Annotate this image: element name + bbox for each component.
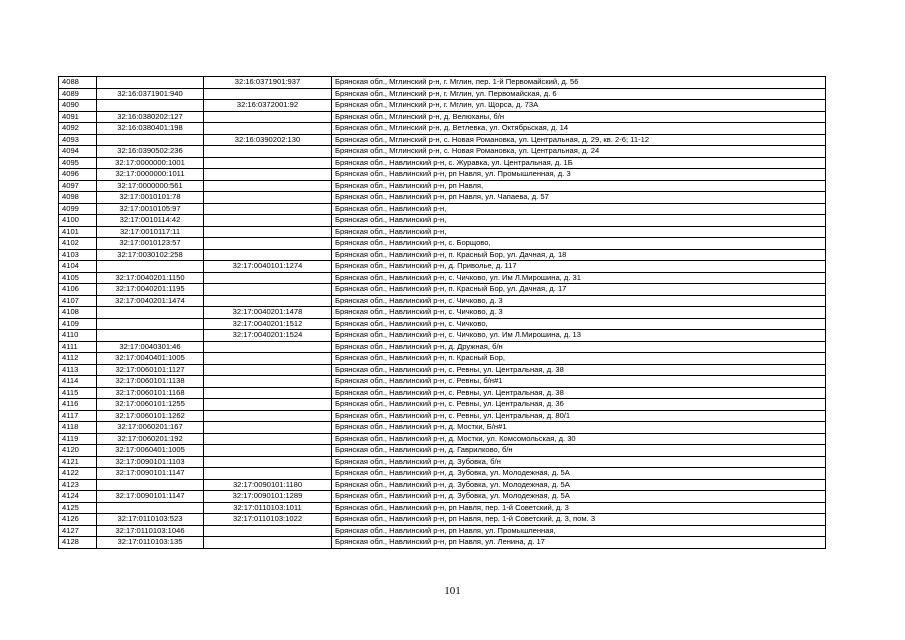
table-row [59, 341, 826, 353]
cadastral-number-cell: 32:17:0060401:1005 [97, 445, 204, 457]
address-cell: Брянская обл., Мглинский р-н, с. Новая Романовка, ул. Центральная, д. 24 [332, 146, 826, 158]
table-row [59, 284, 826, 296]
table-row [59, 192, 826, 204]
address-cell: Брянская обл., Мглинский р-н, д. Велюханы, б/н [332, 111, 826, 123]
cadastral-number-secondary-cell [204, 249, 332, 261]
cadastral-number-cell: 32:17:0060101:1127 [97, 364, 204, 376]
row-number-cell: 4100 [59, 215, 97, 227]
row-number-cell: 4089 [59, 88, 97, 100]
cadastral-number-secondary-cell [204, 433, 332, 445]
cadastral-number-secondary-cell [204, 180, 332, 192]
cadastral-number-cell: 32:16:0371901:940 [97, 88, 204, 100]
page-number: 101 [444, 585, 461, 597]
cadastral-number-cell: 32:17:0040201:1474 [97, 295, 204, 307]
cadastral-number-cell: 32:17:0000000:561 [97, 180, 204, 192]
address-cell: Брянская обл., Навлинский р-н, д. Мостки, ул. Комсомольская, д. 30 [332, 433, 826, 445]
row-number-cell: 4123 [59, 479, 97, 491]
cadastral-number-secondary-cell [204, 399, 332, 411]
cadastral-number-secondary-cell [204, 226, 332, 238]
cadastral-number-cell: 32:17:0110103:135 [97, 537, 204, 549]
cadastral-number-secondary-cell: 32:16:0372001:92 [204, 100, 332, 112]
address-cell: Брянская обл., Мглинский р-н, д. Ветлевка, ул. Октябрьская, д. 14 [332, 123, 826, 135]
address-cell: Брянская обл., Навлинский р-н, д. Зубовка, ул. Молодежная, д. 5А [332, 491, 826, 503]
cadastral-number-cell: 32:17:0040301:46 [97, 341, 204, 353]
table-row [59, 433, 826, 445]
address-cell: Брянская обл., Навлинский р-н, д. Зубовка, ул. Молодежная, д. 5А [332, 468, 826, 480]
cadastral-number-cell [97, 330, 204, 342]
address-cell: Брянская обл., Навлинский р-н, рп Навля, пер. 1-й Советский, д. 3 [332, 502, 826, 514]
table-row [59, 376, 826, 388]
row-number-cell: 4109 [59, 318, 97, 330]
address-cell: Брянская обл., Мглинский р-н, г. Мглин, пер. 1-й Первомайский, д. 56 [332, 77, 826, 89]
row-number-cell: 4128 [59, 537, 97, 549]
cadastral-number-cell: 32:17:0060101:1168 [97, 387, 204, 399]
cadastral-number-secondary-cell: 32:17:0040201:1524 [204, 330, 332, 342]
cadastral-number-cell: 32:17:0030102:258 [97, 249, 204, 261]
cadastral-number-cell: 32:17:0060101:1262 [97, 410, 204, 422]
cadastral-number-secondary-cell [204, 341, 332, 353]
address-cell: Брянская обл., Навлинский р-н, д. Дружная, б/н [332, 341, 826, 353]
row-number-cell: 4108 [59, 307, 97, 319]
table-row [59, 249, 826, 261]
cadastral-number-cell: 32:17:0060201:167 [97, 422, 204, 434]
address-cell: Брянская обл., Навлинский р-н, с. Чичково, [332, 318, 826, 330]
table-row [59, 364, 826, 376]
row-number-cell: 4127 [59, 525, 97, 537]
cadastral-number-cell: 32:17:0010117:11 [97, 226, 204, 238]
table-row [59, 146, 826, 158]
address-cell: Брянская обл., Навлинский р-н, д. Зубовка, б/н [332, 456, 826, 468]
row-number-cell: 4088 [59, 77, 97, 89]
row-number-cell: 4110 [59, 330, 97, 342]
cadastral-number-secondary-cell [204, 215, 332, 227]
row-number-cell: 4095 [59, 157, 97, 169]
cadastral-number-secondary-cell: 32:17:0040201:1512 [204, 318, 332, 330]
address-cell: Брянская обл., Навлинский р-н, [332, 226, 826, 238]
cadastral-number-cell [97, 100, 204, 112]
address-cell: Брянская обл., Навлинский р-н, рп Навля, ул. Промышленная, д. 3 [332, 169, 826, 181]
address-cell: Брянская обл., Навлинский р-н, д. Мостки, Б/н#1 [332, 422, 826, 434]
address-cell: Брянская обл., Навлинский р-н, с. Ревны, ул. Центральная, д. 38 [332, 364, 826, 376]
cadastral-number-cell: 32:17:0040401:1005 [97, 353, 204, 365]
address-cell: Брянская обл., Навлинский р-н, рп Навля, ул. Промышленная, [332, 525, 826, 537]
table-row [59, 111, 826, 123]
row-number-cell: 4113 [59, 364, 97, 376]
row-number-cell: 4112 [59, 353, 97, 365]
table-row [59, 215, 826, 227]
row-number-cell: 4090 [59, 100, 97, 112]
row-number-cell: 4124 [59, 491, 97, 503]
cadastral-number-secondary-cell [204, 284, 332, 296]
cadastral-number-cell: 32:16:0390502:236 [97, 146, 204, 158]
table-row [59, 318, 826, 330]
table-row [59, 410, 826, 422]
cadastral-number-secondary-cell [204, 468, 332, 480]
registry-table-body [59, 77, 826, 549]
cadastral-number-secondary-cell [204, 123, 332, 135]
table-row [59, 238, 826, 250]
row-number-cell: 4125 [59, 502, 97, 514]
cadastral-number-secondary-cell: 32:17:0090101:1180 [204, 479, 332, 491]
cadastral-number-secondary-cell: 32:17:0110103:1022 [204, 514, 332, 526]
address-cell: Брянская обл., Навлинский р-н, [332, 203, 826, 215]
address-cell: Брянская обл., Навлинский р-н, с. Чичково, ул. Им Л.Мирошина, д. 13 [332, 330, 826, 342]
table-row [59, 100, 826, 112]
row-number-cell: 4114 [59, 376, 97, 388]
address-cell: Брянская обл., Навлинский р-н, [332, 215, 826, 227]
table-row [59, 157, 826, 169]
address-cell: Брянская обл., Навлинский р-н, с. Ревны, б/н#1 [332, 376, 826, 388]
address-cell: Брянская обл., Навлинский р-н, п. Красный Бор, ул. Дачная, д. 18 [332, 249, 826, 261]
table-row [59, 468, 826, 480]
registry-table [58, 76, 826, 549]
cadastral-number-secondary-cell [204, 157, 332, 169]
address-cell: Брянская обл., Навлинский р-н, рп Навля, [332, 180, 826, 192]
cadastral-number-cell: 32:17:0000000:1011 [97, 169, 204, 181]
cadastral-number-secondary-cell [204, 376, 332, 388]
table-row [59, 134, 826, 146]
table-row [59, 261, 826, 273]
table-row [59, 169, 826, 181]
cadastral-number-secondary-cell: 32:17:0090101:1289 [204, 491, 332, 503]
cadastral-number-secondary-cell [204, 445, 332, 457]
cadastral-number-cell [97, 318, 204, 330]
address-cell: Брянская обл., Навлинский р-н, с. Чичково, ул. Им Л.Мирошина, д. 31 [332, 272, 826, 284]
table-row [59, 353, 826, 365]
row-number-cell: 4099 [59, 203, 97, 215]
cadastral-number-secondary-cell [204, 525, 332, 537]
table-row [59, 525, 826, 537]
cadastral-number-cell: 32:17:0110103:1046 [97, 525, 204, 537]
table-row [59, 387, 826, 399]
cadastral-number-secondary-cell: 32:16:0371901:937 [204, 77, 332, 89]
table-row [59, 456, 826, 468]
cadastral-number-secondary-cell [204, 111, 332, 123]
cadastral-number-cell: 32:17:0010105:97 [97, 203, 204, 215]
cadastral-number-cell: 32:17:0010101:78 [97, 192, 204, 204]
row-number-cell: 4103 [59, 249, 97, 261]
row-number-cell: 4119 [59, 433, 97, 445]
cadastral-number-cell: 32:17:0000000:1001 [97, 157, 204, 169]
row-number-cell: 4096 [59, 169, 97, 181]
row-number-cell: 4107 [59, 295, 97, 307]
address-cell: Брянская обл., Мглинский р-н, г. Мглин, ул. Первомайская, д. 6 [332, 88, 826, 100]
cadastral-number-secondary-cell [204, 272, 332, 284]
table-row [59, 226, 826, 238]
row-number-cell: 4105 [59, 272, 97, 284]
table-row [59, 88, 826, 100]
table-row [59, 307, 826, 319]
table-row [59, 422, 826, 434]
table-row [59, 399, 826, 411]
cadastral-number-cell [97, 479, 204, 491]
cadastral-number-cell: 32:17:0090101:1103 [97, 456, 204, 468]
row-number-cell: 4094 [59, 146, 97, 158]
address-cell: Брянская обл., Навлинский р-н, с. Ревны, ул. Центральная, д. 38 [332, 387, 826, 399]
row-number-cell: 4111 [59, 341, 97, 353]
cadastral-number-cell: 32:17:0040201:1195 [97, 284, 204, 296]
cadastral-number-cell [97, 502, 204, 514]
row-number-cell: 4101 [59, 226, 97, 238]
address-cell: Брянская обл., Мглинский р-н, г. Мглин, ул. Щорса, д. 73А [332, 100, 826, 112]
address-cell: Брянская обл., Навлинский р-н, п. Красный Бор, ул. Дачная, д. 17 [332, 284, 826, 296]
cadastral-number-secondary-cell [204, 456, 332, 468]
cadastral-number-secondary-cell [204, 410, 332, 422]
row-number-cell: 4092 [59, 123, 97, 135]
cadastral-number-secondary-cell [204, 146, 332, 158]
cadastral-number-cell: 32:17:0090101:1147 [97, 491, 204, 503]
table-row [59, 272, 826, 284]
address-cell: Брянская обл., Навлинский р-н, с. Ревны, ул. Центральная, д. 80/1 [332, 410, 826, 422]
cadastral-number-cell: 32:17:0010114:42 [97, 215, 204, 227]
table-row [59, 514, 826, 526]
row-number-cell: 4115 [59, 387, 97, 399]
cadastral-number-secondary-cell [204, 422, 332, 434]
table-row [59, 330, 826, 342]
cadastral-number-cell: 32:17:0010123:57 [97, 238, 204, 250]
row-number-cell: 4121 [59, 456, 97, 468]
row-number-cell: 4098 [59, 192, 97, 204]
cadastral-number-secondary-cell: 32:17:0040101:1274 [204, 261, 332, 273]
cadastral-number-cell: 32:17:0060101:1138 [97, 376, 204, 388]
table-row [59, 203, 826, 215]
cadastral-number-cell [97, 134, 204, 146]
table-row [59, 537, 826, 549]
address-cell: Брянская обл., Навлинский р-н, с. Чичково, д. 3 [332, 307, 826, 319]
cadastral-number-cell: 32:17:0110103:523 [97, 514, 204, 526]
cadastral-number-cell: 32:17:0040201:1150 [97, 272, 204, 284]
address-cell: Брянская обл., Навлинский р-н, д. Зубовка, ул. Молодежная, д. 5А [332, 479, 826, 491]
address-cell: Брянская обл., Навлинский р-н, с. Журавка, ул. Центральная, д. 1Б [332, 157, 826, 169]
table-row [59, 491, 826, 503]
cadastral-number-cell [97, 77, 204, 89]
address-cell: Брянская обл., Навлинский р-н, д. Приволье, д. 117 [332, 261, 826, 273]
address-cell: Брянская обл., Навлинский р-н, с. Ревны, ул. Центральная, д. 36 [332, 399, 826, 411]
cadastral-number-secondary-cell [204, 353, 332, 365]
cadastral-number-secondary-cell [204, 238, 332, 250]
row-number-cell: 4116 [59, 399, 97, 411]
row-number-cell: 4122 [59, 468, 97, 480]
cadastral-number-cell: 32:17:0060101:1255 [97, 399, 204, 411]
cadastral-number-cell: 32:16:0380401:198 [97, 123, 204, 135]
cadastral-number-secondary-cell [204, 387, 332, 399]
cadastral-number-secondary-cell [204, 169, 332, 181]
row-number-cell: 4118 [59, 422, 97, 434]
row-number-cell: 4106 [59, 284, 97, 296]
address-cell: Брянская обл., Навлинский р-н, д. Гаврилково, б/н [332, 445, 826, 457]
address-cell: Брянская обл., Навлинский р-н, рп Навля, ул. Чапаева, д. 57 [332, 192, 826, 204]
address-cell: Брянская обл., Мглинский р-н, с. Новая Романовка, ул. Центральная, д. 29, кв. 2-6; 11-12 [332, 134, 826, 146]
cadastral-number-secondary-cell: 32:17:0110103:1011 [204, 502, 332, 514]
row-number-cell: 4093 [59, 134, 97, 146]
table-row [59, 180, 826, 192]
table-row [59, 123, 826, 135]
row-number-cell: 4097 [59, 180, 97, 192]
row-number-cell: 4091 [59, 111, 97, 123]
table-row [59, 77, 826, 89]
table-row [59, 445, 826, 457]
table-row [59, 479, 826, 491]
cadastral-number-secondary-cell [204, 203, 332, 215]
address-cell: Брянская обл., Навлинский р-н, рп Навля, ул. Ленина, д. 17 [332, 537, 826, 549]
row-number-cell: 4126 [59, 514, 97, 526]
cadastral-number-cell: 32:16:0380202:127 [97, 111, 204, 123]
cadastral-number-secondary-cell [204, 295, 332, 307]
cadastral-number-secondary-cell: 32:17:0040201:1478 [204, 307, 332, 319]
row-number-cell: 4120 [59, 445, 97, 457]
row-number-cell: 4102 [59, 238, 97, 250]
address-cell: Брянская обл., Навлинский р-н, рп Навля, пер. 1-й Советский, д. 3, пом. 3 [332, 514, 826, 526]
address-cell: Брянская обл., Навлинский р-н, с. Чичково, д. 3 [332, 295, 826, 307]
cadastral-number-cell: 32:17:0090101:1147 [97, 468, 204, 480]
table-row [59, 295, 826, 307]
cadastral-number-cell [97, 261, 204, 273]
cadastral-number-secondary-cell [204, 537, 332, 549]
cadastral-number-secondary-cell [204, 364, 332, 376]
address-cell: Брянская обл., Навлинский р-н, с. Борщово, [332, 238, 826, 250]
table-row [59, 502, 826, 514]
cadastral-number-secondary-cell: 32:16:0390202:130 [204, 134, 332, 146]
row-number-cell: 4104 [59, 261, 97, 273]
cadastral-number-cell: 32:17:0060201:192 [97, 433, 204, 445]
cadastral-number-secondary-cell [204, 88, 332, 100]
row-number-cell: 4117 [59, 410, 97, 422]
cadastral-number-secondary-cell [204, 192, 332, 204]
cadastral-number-cell [97, 307, 204, 319]
address-cell: Брянская обл., Навлинский р-н, п. Красный Бор, [332, 353, 826, 365]
